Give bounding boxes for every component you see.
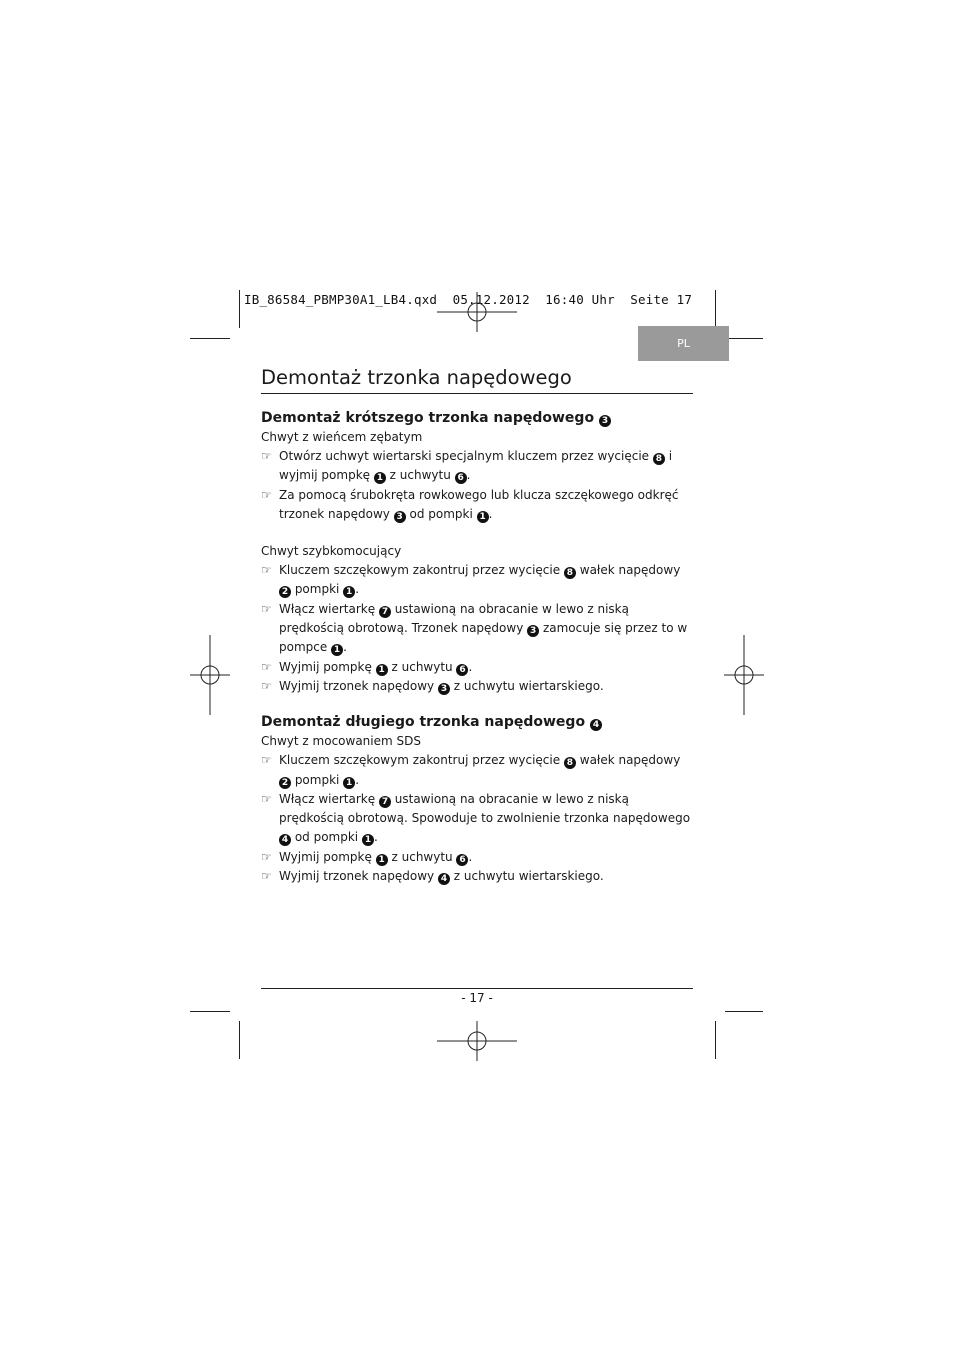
list-item [261, 848, 693, 867]
section-heading [261, 712, 693, 732]
part-number-badge: 3 [438, 683, 450, 695]
crop-mark [190, 338, 230, 339]
part-number-badge: 3 [527, 625, 539, 637]
hand-arrow-icon: ☞ [261, 678, 272, 693]
part-number-badge: 8 [564, 757, 576, 769]
list-item [261, 486, 693, 525]
print-slug: IB_86584_PBMP30A1_LB4.qxd 05.12.2012 16:40 Uhr Seite 17 [244, 292, 693, 307]
item-text: z uchwytu [385, 468, 455, 483]
part-number-badge: 1 [374, 472, 386, 484]
part-number-badge: 2 [279, 586, 291, 598]
item-text: . [468, 659, 473, 674]
part-number-badge: 1 [331, 644, 343, 656]
item-text: pompki [291, 772, 344, 787]
part-number-badge: 4 [279, 834, 291, 846]
part-number-badge: 7 [379, 796, 391, 808]
item-text: . [373, 830, 378, 845]
hand-arrow-icon: ☞ [261, 449, 272, 463]
list-item [261, 867, 693, 886]
item-text: . [343, 640, 347, 655]
registration-mark-icon [437, 292, 517, 332]
item-text: ustawioną na obracanie w lewo z niską prędkością obrotową. Spowoduje to zwolnienie trzonka napędowego [279, 791, 691, 826]
item-text: ustawioną na obracanie w lewo z niską prędkością obrotową. Trzonek napędowy [279, 601, 629, 636]
page-content [261, 365, 693, 886]
item-text: Kluczem szczękowym zakontruj przez wycięcie [279, 563, 564, 578]
part-number-badge: 2 [279, 777, 291, 789]
hand-arrow-icon: ☞ [261, 659, 272, 674]
part-number-badge: 3 [394, 511, 406, 523]
item-text: z uchwytu wiertarskiego. [449, 869, 604, 884]
item-text: wałek napędowy [575, 563, 681, 578]
item-text: z uchwytu wiertarskiego. [449, 678, 604, 693]
part-number-badge: 6 [455, 472, 467, 484]
item-text: z uchwytu [387, 659, 457, 674]
item-text: Wyjmij pompkę [279, 659, 376, 674]
page-footer [261, 988, 693, 1005]
crop-mark [190, 1011, 230, 1012]
registration-mark-icon [724, 635, 764, 715]
item-text: Kluczem szczękowym zakontruj przez wycięcie [279, 753, 564, 768]
item-text: Włącz wiertarkę [279, 791, 379, 806]
item-text: Wyjmij trzonek napędowy [279, 678, 438, 693]
part-number-badge: 1 [343, 586, 355, 598]
section-heading [261, 408, 693, 428]
list-item [261, 751, 693, 790]
item-text: . [468, 849, 473, 864]
part-number-badge: 1 [376, 664, 388, 676]
item-text: z uchwytu [387, 849, 457, 864]
crop-mark [725, 1011, 763, 1012]
language-code: PL [677, 337, 690, 350]
part-number-badge: 6 [456, 664, 468, 676]
item-text: od pompki [405, 506, 477, 521]
item-text: Za pomocą śrubokręta rowkowego lub klucza szczękowego odkręć trzonek napędowy [279, 487, 679, 521]
list-item [261, 561, 693, 600]
language-tab [638, 326, 729, 361]
hand-arrow-icon: ☞ [261, 753, 272, 768]
hand-arrow-icon: ☞ [261, 601, 272, 616]
item-text: od pompki [291, 830, 362, 845]
item-text: pompki [291, 582, 344, 597]
list-item [261, 658, 693, 677]
item-text: . [488, 506, 493, 521]
hand-arrow-icon: ☞ [261, 869, 272, 884]
part-number-badge: 1 [362, 834, 374, 846]
item-text: . [466, 468, 471, 483]
item-text: wałek napędowy [575, 753, 681, 768]
hand-arrow-icon: ☞ [261, 487, 272, 502]
hand-arrow-icon: ☞ [261, 791, 272, 806]
part-number-badge: 8 [564, 567, 576, 579]
registration-mark-icon [190, 635, 230, 715]
list-item [261, 600, 693, 658]
part-number-badge: 3 [599, 415, 611, 427]
crop-mark [715, 1021, 716, 1059]
hand-arrow-icon: ☞ [261, 563, 272, 578]
item-text: i wyjmij pompkę [279, 449, 673, 483]
hand-arrow-icon: ☞ [261, 849, 272, 864]
section-heading-text: Demontaż krótszego trzonka napędowego [261, 410, 595, 426]
list-item [261, 677, 693, 696]
registration-mark-icon [437, 1021, 517, 1061]
section-heading-text: Demontaż długiego trzonka napędowego [261, 714, 586, 731]
part-number-badge: 1 [343, 777, 355, 789]
part-number-badge: 1 [477, 511, 489, 523]
item-text: Wyjmij trzonek napędowy [279, 869, 438, 884]
item-text: Otwórz uchwyt wiertarski specjalnym kluczem przez wycięcie [279, 449, 653, 463]
part-number-badge: 1 [376, 854, 388, 866]
page-title: Demontaż trzonka napędowego [261, 365, 693, 394]
part-number-badge: 4 [590, 719, 602, 731]
crop-mark [239, 1021, 240, 1059]
crop-mark [715, 290, 716, 328]
part-number-badge: 6 [456, 854, 468, 866]
subsection-label: Chwyt szybkomocujący [261, 544, 402, 559]
subsection-label: Chwyt z wieńcem zębatym [261, 430, 423, 444]
list-item [261, 447, 693, 486]
item-text: Włącz wiertarkę [279, 601, 379, 616]
item-text: Wyjmij pompkę [279, 849, 376, 864]
item-text: zamocuje się przez to w pompce [279, 621, 688, 655]
item-text: . [355, 582, 360, 597]
part-number-badge: 4 [438, 873, 450, 885]
subsection-label: Chwyt z mocowaniem SDS [261, 734, 421, 749]
part-number-badge: 8 [653, 453, 665, 465]
list-item [261, 790, 693, 848]
item-text: . [355, 772, 360, 787]
page-number: - 17 - [461, 991, 493, 1005]
part-number-badge: 7 [379, 606, 391, 618]
crop-mark [239, 290, 240, 328]
crop-mark [725, 338, 763, 339]
